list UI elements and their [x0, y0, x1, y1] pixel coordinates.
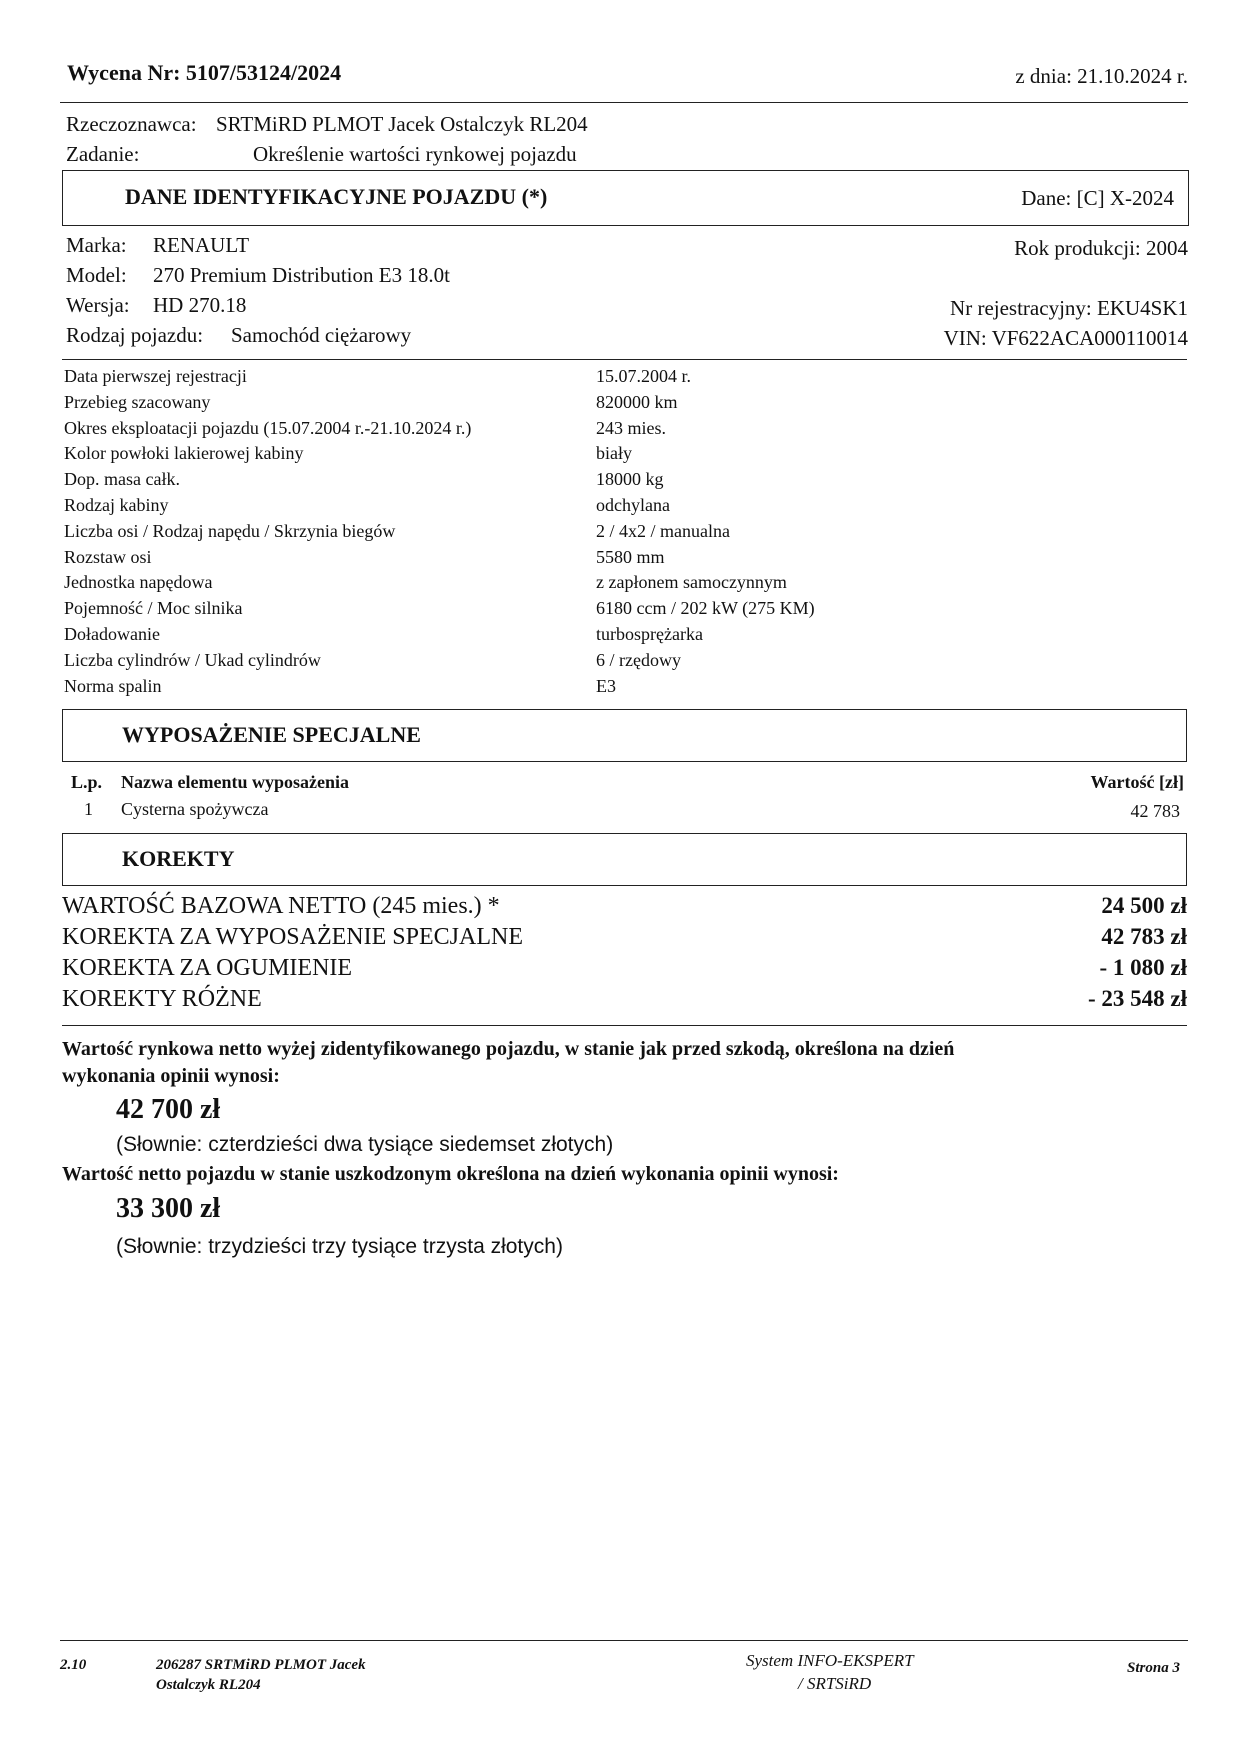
spec-value: turbosprężarka [596, 624, 703, 644]
damaged-value-amount: 33 300 zł [116, 1193, 221, 1224]
spec-value: 6 / rzędowy [596, 649, 681, 670]
spec-value: 18000 kg [596, 469, 664, 490]
market-value-amount: 42 700 zł [116, 1094, 221, 1125]
vehicle-type-label: Rodzaj pojazdu: [66, 323, 204, 347]
correction-row [62, 986, 1187, 1018]
spec-row [64, 418, 1184, 444]
footer-system-line1: System INFO-EKSPERT [746, 1651, 914, 1670]
model-label: Model: [66, 263, 127, 287]
spec-row [64, 676, 1184, 702]
correction-row [62, 924, 1187, 956]
corrections-section-box [62, 833, 1187, 886]
spec-row [64, 443, 1184, 469]
footer-divider [60, 1640, 1188, 1641]
equipment-col-lp: L.p. [71, 772, 103, 792]
spec-row [64, 598, 1184, 624]
make-value: RENAULT [153, 233, 250, 257]
task-value: Określenie wartości rynkowej pojazdu [253, 142, 577, 166]
version-value: HD 270.18 [153, 293, 247, 317]
expert-label: Rzeczoznawca: [66, 112, 197, 136]
spec-label: Doładowanie [64, 624, 160, 644]
spec-label: Rozstaw osi [64, 546, 152, 567]
equipment-col-value: Wartość [zł] [1090, 772, 1184, 792]
correction-row [62, 955, 1187, 987]
equipment-col-name: Nazwa elementu wyposażenia [121, 772, 349, 792]
correction-label: WARTOŚĆ BAZOWA NETTO (245 mies.) * [62, 893, 500, 919]
vin-number: VIN: VF622ACA000110014 [943, 326, 1188, 350]
corrections-divider [62, 1025, 1187, 1026]
correction-label: KOREKTA ZA WYPOSAŻENIE SPECJALNE [62, 924, 523, 950]
spec-row [64, 572, 1184, 598]
make-label: Marka: [66, 233, 127, 257]
spec-label: Okres eksploatacji pojazdu (15.07.2004 r.-21.10.2024 r.) [64, 417, 472, 438]
spec-row [64, 521, 1184, 547]
production-year: Rok produkcji: 2004 [1014, 236, 1188, 260]
registration-number: Nr rejestracyjny: EKU4SK1 [950, 296, 1188, 320]
identification-divider [62, 359, 1187, 360]
spec-row [64, 366, 1184, 392]
spec-value: 243 mies. [596, 417, 666, 438]
spec-label: Dop. masa całk. [64, 469, 180, 490]
identification-section-title: DANE IDENTYFIKACYJNE POJAZDU (*) [125, 184, 548, 209]
market-value-text-line2: wykonania opinii wynosi: [62, 1065, 280, 1087]
valuation-number: Wycena Nr: 5107/53124/2024 [67, 60, 342, 85]
spec-value: E3 [596, 675, 616, 696]
header-divider [60, 102, 1188, 103]
spec-value: 15.07.2004 r. [596, 366, 692, 386]
correction-label: KOREKTA ZA OGUMIENIE [62, 955, 353, 981]
spec-value: z zapłonem samoczynnym [596, 572, 787, 593]
vehicle-type-value: Samochód ciężarowy [231, 323, 412, 347]
spec-value: odchylana [596, 495, 670, 515]
spec-label: Liczba osi / Rodzaj napędu / Skrzynia biegów [64, 520, 396, 541]
identification-section-box [62, 170, 1189, 226]
footer-system-line2: / SRTSiRD [798, 1674, 872, 1693]
spec-label: Liczba cylindrów / Ukad cylindrów [64, 649, 321, 670]
equipment-row-value: 42 783 [1130, 801, 1180, 821]
market-value-words: (Słownie: czterdzieści dwa tysiące siedemset złotych) [116, 1133, 614, 1156]
correction-label: KOREKTY RÓŻNE [62, 986, 262, 1012]
expert-value: SRTMiRD PLMOT Jacek Ostalczyk RL204 [216, 112, 588, 136]
spec-value: 6180 ccm / 202 kW (275 KM) [596, 598, 815, 619]
spec-value: 820000 km [596, 391, 678, 412]
footer-issuer-line1: 206287 SRTMiRD PLMOT Jacek [156, 1657, 366, 1673]
spec-label: Rodzaj kabiny [64, 495, 169, 515]
spec-label: Jednostka napędowa [64, 572, 213, 593]
correction-value: 24 500 zł [1101, 893, 1187, 918]
spec-value: 2 / 4x2 / manualna [596, 520, 730, 541]
spec-row [64, 624, 1184, 650]
footer-page-number: Strona 3 [1127, 1660, 1180, 1676]
spec-label: Pojemność / Moc silnika [64, 598, 243, 619]
spec-row [64, 469, 1184, 495]
spec-row [64, 547, 1184, 573]
footer-issuer-line2: Ostalczyk RL204 [156, 1677, 261, 1693]
spec-label: Norma spalin [64, 675, 162, 696]
correction-value: - 1 080 zł [1099, 955, 1187, 980]
corrections-section-title: KOREKTY [122, 846, 235, 871]
spec-row [64, 495, 1184, 521]
spec-row [64, 392, 1184, 418]
correction-value: 42 783 zł [1101, 924, 1187, 949]
equipment-section-box [62, 709, 1187, 762]
damaged-value-text: Wartość netto pojazdu w stanie uszkodzonym określona na dzień wykonania opinii wynosi: [62, 1163, 839, 1185]
spec-value: biały [596, 443, 632, 464]
data-source: Dane: [C] X-2024 [1021, 186, 1174, 210]
market-value-text-line1: Wartość rynkowa netto wyżej zidentyfikowanego pojazdu, w stanie jak przed szkodą, określona na dzień [62, 1038, 955, 1060]
spec-label: Data pierwszej rejestracji [64, 366, 247, 386]
equipment-row-lp: 1 [84, 799, 93, 819]
correction-value: - 23 548 zł [1087, 986, 1187, 1011]
damaged-value-words: (Słownie: trzydzieści trzy tysiące trzysta złotych) [116, 1235, 563, 1258]
task-label: Zadanie: [66, 142, 140, 166]
model-value: 270 Premium Distribution E3 18.0t [153, 263, 450, 287]
equipment-section-title: WYPOSAŻENIE SPECJALNE [122, 722, 421, 747]
spec-label: Kolor powłoki lakierowej kabiny [64, 443, 304, 464]
spec-label: Przebieg szacowany [64, 391, 211, 412]
spec-row [64, 650, 1184, 676]
spec-value: 5580 mm [596, 546, 665, 567]
footer-version: 2.10 [60, 1657, 87, 1673]
version-label: Wersja: [66, 293, 130, 317]
correction-row [62, 893, 1187, 925]
equipment-row-name: Cysterna spożywcza [121, 799, 269, 819]
valuation-date: z dnia: 21.10.2024 r. [1015, 64, 1188, 88]
